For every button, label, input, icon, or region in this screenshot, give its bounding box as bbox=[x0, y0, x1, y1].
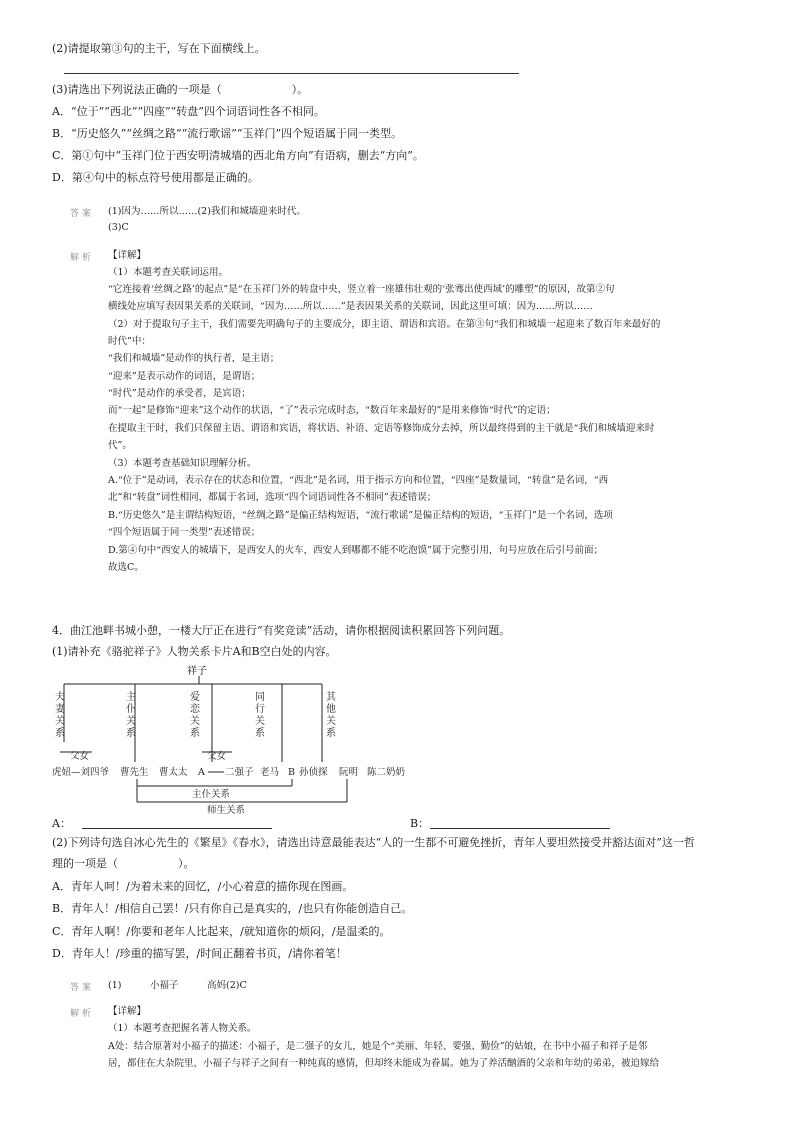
analysis-line: 故选C。 bbox=[108, 562, 144, 573]
analysis-line: （1）本题考查把握名著人物关系。 bbox=[108, 1023, 257, 1034]
question-4-1: (1)请补充《骆驼祥子》人物关系卡片A和B空白处的内容。 bbox=[52, 645, 337, 658]
relation-label: 主仆关系 bbox=[126, 692, 136, 739]
relation-label: 爱恋关系 bbox=[190, 692, 200, 739]
option-d: D．青年人！/珍重的描写罢，/时间正翻着书页，/请你着笔！ bbox=[52, 947, 347, 960]
analysis-line: （2）对于提取句子主干，我们需要先明确句子的主要成分，即主语、谓语和宾语。在第③句“我们和城墙一起迎来了数百年来最好的 bbox=[108, 319, 661, 330]
analysis-line: 代”。 bbox=[108, 440, 132, 451]
father-daughter-label: 父女 bbox=[70, 751, 90, 762]
relation-label: 同行关系 bbox=[255, 692, 265, 739]
analysis-line: （1）本题考查关联词运用。 bbox=[108, 267, 229, 278]
blank-b-label: B： bbox=[410, 817, 430, 830]
question-4-2: (2)下列诗句选自冰心先生的《繁星》《春水》，请选出诗意最能表达“人的一生都不可避免挫折，青年人要坦然接受并豁达面对”这一哲 bbox=[52, 836, 695, 849]
person: 二强子 bbox=[225, 767, 254, 778]
question-4-2-stem-end: ）。 bbox=[178, 857, 195, 870]
option-d: D．第④句中的标点符号使用都是正确的。 bbox=[52, 171, 259, 184]
option-a: A．青年人呵！/为着未来的回忆，/小心着意的描你现在图画。 bbox=[52, 880, 354, 893]
relation-label: 其他关系 bbox=[326, 692, 336, 739]
question-2-3-stem-end: ）。 bbox=[291, 83, 309, 96]
question-4-2-cont bbox=[52, 857, 195, 871]
analysis-label: 解析 bbox=[70, 253, 95, 263]
analysis-line: 北”和“转盘”词性相同，都属于名词，选项“四个词语词性各不相同”表述错误； bbox=[108, 492, 437, 503]
analysis-line: 横线处应填写表因果关系的关联词，“因为……所以……”是表因果关系的关联词，因此这里可填：因为……所以…… bbox=[108, 301, 593, 312]
analysis-line: 在提取主干时，我们只保留主语、谓语和宾语，将状语、补语、定语等修饰成分去掉，所以最终得到的主干就是“我们和城墙迎来时 bbox=[108, 423, 655, 434]
question-2-2: (2)请提取第③句的主干，写在下面横线上。 bbox=[52, 42, 266, 55]
question-2-3-stem: (3)请选出下列说法正确的一项是（ bbox=[52, 83, 222, 96]
person: 曹太太 bbox=[159, 767, 188, 778]
father-daughter-label: 父女 bbox=[207, 751, 227, 762]
analysis-label: 解析 bbox=[70, 1009, 95, 1019]
analysis-line: A.“位于”是动词，表示存在的状态和位置，“西北”是名词，用于指示方向和位置，“四座”是数量词，“转盘”是名词，“西 bbox=[108, 475, 609, 486]
analysis-line: 【详解】 bbox=[108, 250, 147, 261]
person: 虎妞—刘四爷 bbox=[52, 767, 110, 778]
blank-b-line[interactable] bbox=[430, 828, 610, 829]
bottom-relation-label: 师生关系 bbox=[207, 805, 246, 816]
person: 曹先生 bbox=[120, 767, 149, 778]
character-relationship-diagram bbox=[52, 662, 412, 822]
analysis-line: “四个短语属于同一类型”表述错误； bbox=[108, 527, 261, 538]
relation-label: 夫妻关系 bbox=[55, 692, 65, 739]
answer-part: (1) bbox=[108, 980, 122, 991]
analysis-line: 而“一起”是修饰“迎来”这个动作的状语，“了”表示完成时态，“数百年来最好的”是用来修饰“时代”的定语； bbox=[108, 405, 556, 416]
answer-label: 答案 bbox=[70, 209, 95, 219]
analysis-line: 时代”中： bbox=[108, 336, 151, 347]
analysis-line: D.第④句中“西安人的城墙下，是西安人的火车，西安人到哪都不能不吃泡馍”属于完整引用，句号应放在后引号前面； bbox=[108, 545, 604, 556]
bottom-relation-label: 主仆关系 bbox=[192, 789, 231, 800]
analysis-line: “我们和城墙”是动作的执行者，是主语； bbox=[108, 353, 280, 364]
blank-a-label: A： bbox=[52, 817, 71, 830]
answer-part: 小福子 bbox=[150, 980, 179, 991]
answer-line-2: (3)C bbox=[108, 222, 129, 233]
person: 阮明 bbox=[339, 767, 359, 778]
analysis-line: 居，都住在大杂院里，小福子与祥子之间有一种纯真的感情，但却终未能成为眷属。她为了养活酗酒的父亲和年幼的弟弟，被迫嫁给 bbox=[108, 1058, 660, 1069]
blank-b-marker: B bbox=[288, 767, 295, 778]
option-b: B．青年人！/相信自己罢！/只有你自己是真实的，/也只有你能创造自己。 bbox=[52, 902, 413, 915]
analysis-line: B.“历史悠久”是主谓结构短语，“丝绸之路”是偏正结构短语，“流行歌谣”是偏正结构的短语，“玉祥门”是一个名词，选项 bbox=[108, 510, 613, 521]
option-a: A．“位于”“西北”“四座”“转盘”四个词语词性各不相同。 bbox=[52, 105, 325, 118]
relationship-diagram-svg bbox=[52, 662, 412, 822]
answer-label: 答案 bbox=[70, 983, 95, 993]
blank-a-line[interactable] bbox=[82, 828, 272, 829]
question-4-intro: 4．曲江池畔书城小憩，一楼大厅正在进行“有奖竞读”活动，请你根据阅读积累回答下列问题。 bbox=[52, 624, 511, 637]
analysis-line: （3）本题考查基础知识理解分析。 bbox=[108, 458, 257, 469]
option-c: C．青年人啊！/你要和老年人比起来，/就知道你的烦闷，/是温柔的。 bbox=[52, 925, 391, 938]
analysis-line: “它连接着‘丝绸之路’的起点”是“在玉祥门外的转盘中央，竖立着一座雄伟壮观的‘张骞出使西域’的雕塑”的原因，故第②句 bbox=[108, 284, 615, 295]
analysis-line: “迎来”是表示动作的词语，是谓语； bbox=[108, 371, 261, 382]
analysis-line: “时代”是动作的承受者，是宾语； bbox=[108, 388, 251, 399]
analysis-line: A处：结合原著对小福子的描述：小福子，是二强子的女儿，她是个“美丽、年轻、要强、勤俭”的姑娘，在书中小福子和祥子是邻 bbox=[108, 1041, 648, 1052]
diagram-center: 祥子 bbox=[187, 666, 207, 677]
answer-line-1: (1)因为……所以……(2)我们和城墙迎来时代。 bbox=[108, 206, 306, 217]
answer-part: 高妈(2)C bbox=[207, 980, 247, 991]
blank-a-marker: A bbox=[198, 767, 205, 778]
person: 孙侦探 bbox=[299, 767, 328, 778]
question-2-3 bbox=[52, 83, 308, 97]
person: 陈二奶奶 bbox=[367, 767, 406, 778]
option-c: C．第①句中“玉祥门位于西安明清城墙的西北角方向”有语病，删去“方向”。 bbox=[52, 149, 424, 162]
analysis-line: 【详解】 bbox=[108, 1006, 147, 1017]
question-4-2-stem: 理的一项是（ bbox=[52, 857, 118, 870]
person: 老马 bbox=[260, 767, 280, 778]
option-b: B．“历史悠久”“丝绸之路”“流行歌谣”“玉祥门”四个短语属于同一类型。 bbox=[52, 127, 403, 140]
answer-blank-line[interactable] bbox=[64, 73, 519, 74]
